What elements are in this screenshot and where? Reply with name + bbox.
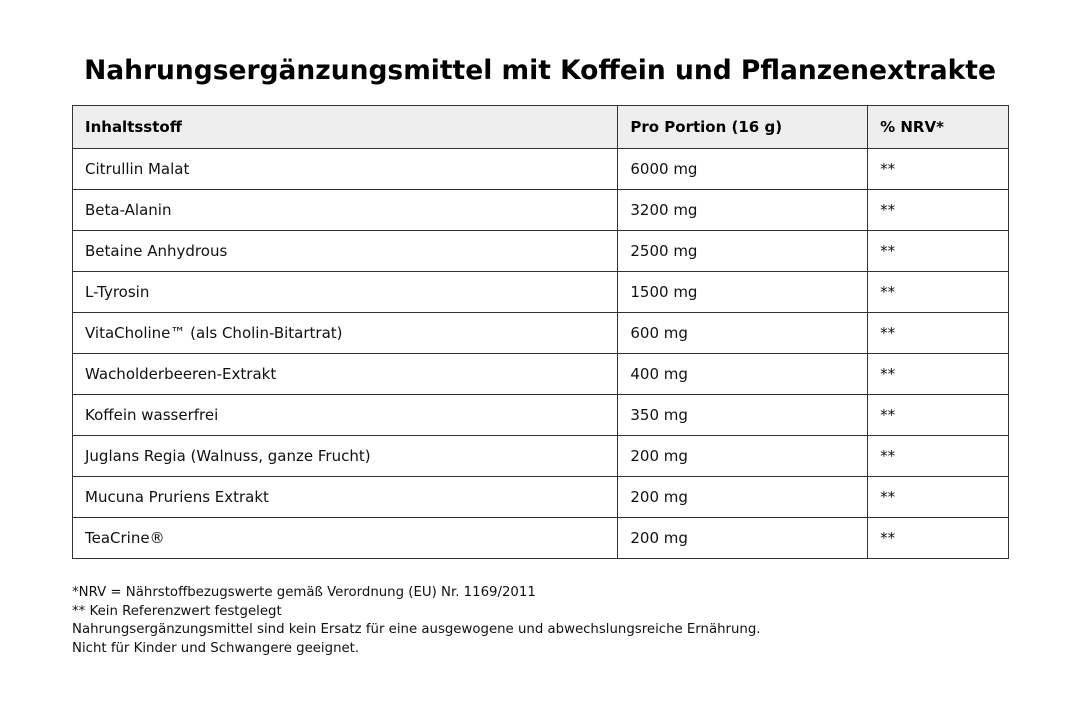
ingredient-cell: Juglans Regia (Walnuss, ganze Frucht) [73,436,618,477]
table-header-row [73,106,1009,149]
ingredient-cell: Beta-Alanin [73,190,618,231]
nrv-cell: ** [868,354,1009,395]
table-row [73,190,1009,231]
amount-cell: 200 mg [618,518,868,559]
table-row [73,272,1009,313]
amount-cell: 200 mg [618,436,868,477]
amount-cell: 6000 mg [618,149,868,190]
nrv-cell: ** [868,313,1009,354]
footnote-no-reference: ** Kein Referenzwert festgelegt [72,603,282,619]
ingredient-cell: Koffein wasserfrei [73,395,618,436]
table-row [73,477,1009,518]
amount-cell: 350 mg [618,395,868,436]
table-row [73,313,1009,354]
footnote-children-pregnancy-warning: Nicht für Kinder und Schwangere geeignet. [72,641,360,657]
nrv-cell: ** [868,395,1009,436]
table-row [73,231,1009,272]
amount-cell: 2500 mg [618,231,868,272]
table-row [73,354,1009,395]
nrv-cell: ** [868,190,1009,231]
nrv-cell: ** [868,149,1009,190]
footnote-nrv-definition: *NRV = Nährstoffbezugswerte gemäß Verordnung (EU) Nr. 1169/2011 [72,585,536,600]
amount-cell: 200 mg [618,477,868,518]
amount-cell: 3200 mg [618,190,868,231]
ingredient-cell: L-Tyrosin [73,272,618,313]
table-row [73,395,1009,436]
table-row [73,149,1009,190]
nrv-cell: ** [868,477,1009,518]
header-nrv: % NRV* [868,106,1009,149]
nrv-cell: ** [868,436,1009,477]
header-ingredient: Inhaltsstoff [73,106,618,149]
amount-cell: 400 mg [618,354,868,395]
nrv-cell: ** [868,518,1009,559]
footnotes [72,584,761,659]
ingredient-cell: Citrullin Malat [73,149,618,190]
nrv-cell: ** [868,272,1009,313]
ingredient-cell: VitaCholine™ (als Cholin-Bitartrat) [73,313,618,354]
amount-cell: 600 mg [618,313,868,354]
footnote-diet-warning: Nahrungsergänzungsmittel sind kein Ersatz für eine ausgewogene und abwechslungsreiche Ernährung. [72,622,761,638]
page-title: Nahrungsergänzungsmittel mit Koffein und Pflanzenextrakte [84,55,996,86]
amount-cell: 1500 mg [618,272,868,313]
header-per-portion: Pro Portion (16 g) [618,106,868,149]
ingredient-cell: TeaCrine® [73,518,618,559]
ingredient-cell: Wacholderbeeren-Extrakt [73,354,618,395]
table-row [73,436,1009,477]
ingredient-cell: Betaine Anhydrous [73,231,618,272]
ingredient-cell: Mucuna Pruriens Extrakt [73,477,618,518]
nutrition-table [72,105,1009,559]
table-row [73,518,1009,559]
nrv-cell: ** [868,231,1009,272]
